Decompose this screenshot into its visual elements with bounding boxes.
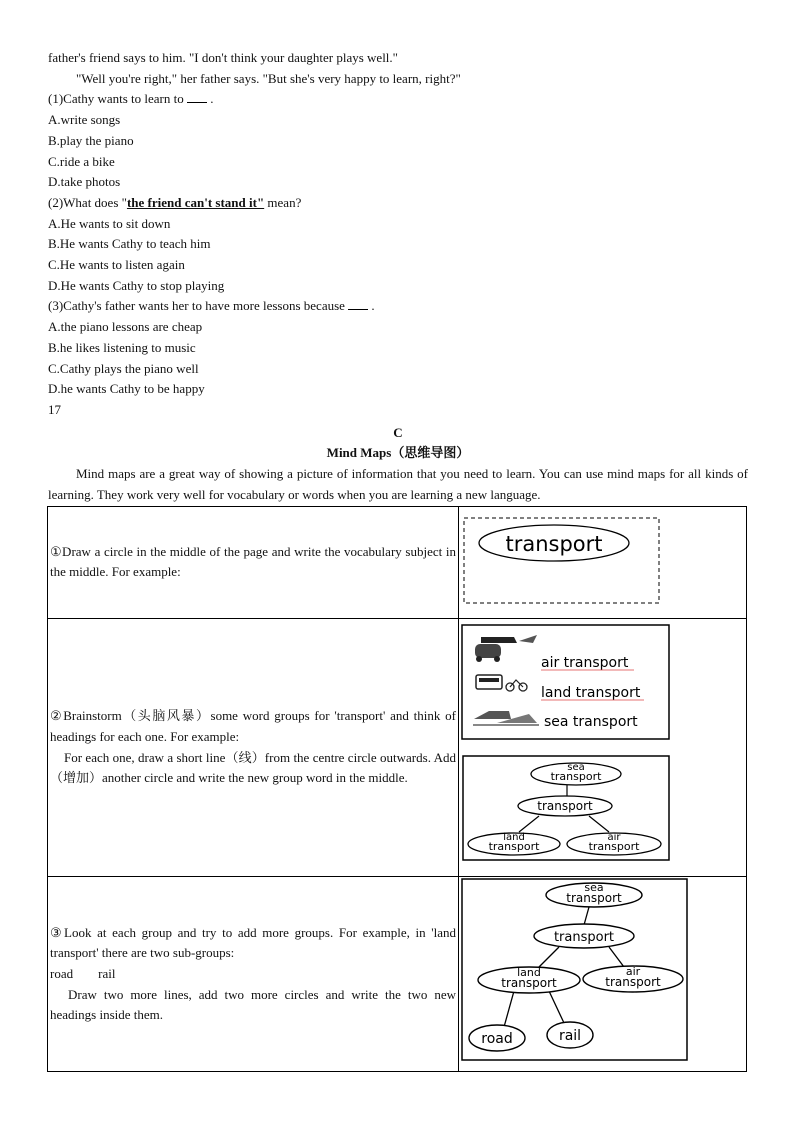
q3-option-b: B.he likes listening to music [48, 339, 196, 355]
q2-option-d: D.He wants Cathy to stop playing [48, 277, 225, 293]
answer-blank [348, 297, 368, 310]
svg-line [584, 907, 589, 925]
svg-text: air [625, 965, 641, 979]
word-groups-diagram [459, 619, 746, 870]
question-number: 17 [48, 401, 61, 417]
ship-icon [473, 711, 539, 725]
section-letter: C [393, 424, 403, 440]
svg-text: transport [588, 839, 640, 853]
svg-line [539, 947, 559, 967]
step-3-figure [459, 877, 747, 1072]
quoted-phrase: the friend can't stand it" [126, 194, 265, 210]
q2-option-c: C.He wants to listen again [48, 257, 185, 273]
svg-text: sea [567, 761, 585, 773]
svg-line [609, 947, 624, 967]
transport-label: transport [505, 532, 603, 556]
step-1-text: ①Draw a circle in the middle of the page and write the vocabulary subject in the middle. For example: [48, 507, 459, 619]
svg-text: sea [584, 881, 604, 895]
svg-text: transport [501, 976, 557, 991]
step-2-para-1: ②Brainstorm（头脑风暴）some word groups for 'transport' and think of headings for each one. For example: [50, 708, 456, 744]
svg-line [504, 991, 514, 1027]
section-intro: Mind maps are a great way of showing a picture of information that you need to learn. You can use mind maps for all kinds of learning. They work very well for vocabulary or words when you are learning a new language. [48, 466, 748, 502]
step-2-figure [459, 618, 747, 877]
question-2-stem: (2)What does "the friend can't stand it" mean? [48, 194, 302, 210]
step-2-text [48, 618, 459, 877]
transport-oval-diagram [459, 507, 746, 611]
full-mind-map-diagram [459, 877, 746, 1064]
q3-option-d: D.he wants Cathy to be happy [48, 381, 205, 397]
q1-option-c: C.ride a bike [48, 153, 115, 169]
svg-text: transport [605, 975, 661, 990]
section-title: Mind Maps（思维导图） [326, 445, 470, 461]
answer-blank [187, 90, 207, 103]
svg-text: transport [553, 930, 615, 946]
step-3-para-1: ③Look at each group and try to add more groups. For example, in 'land transport' there are two sub-groups: [50, 924, 456, 961]
svg-line [519, 816, 539, 832]
q1-option-b: B.play the piano [48, 132, 134, 148]
bus-bike-icon [476, 675, 527, 691]
svg-text: air [607, 831, 621, 843]
step-3-para-2: Draw two more lines, add two more circles and write the two new headings inside them. [50, 986, 456, 1023]
question-1-stem: (1)Cathy wants to learn to . [48, 91, 214, 107]
q2-option-a: A.He wants to sit down [48, 215, 171, 231]
land-transport-label: land transport [541, 684, 641, 701]
plane-icon [475, 635, 537, 662]
text-span: rail [98, 965, 116, 981]
sub-groups-line [50, 964, 456, 985]
sea-transport-label: sea transport [544, 713, 638, 730]
page-body [48, 48, 748, 505]
step-1-figure [459, 507, 747, 619]
step-row-1 [48, 507, 747, 619]
text-span: road [50, 965, 74, 981]
q2-option-b: B.He wants Cathy to teach him [48, 236, 211, 252]
step-3-text [48, 877, 459, 1072]
step-2-para-2: For each one, draw a short line（线）from the centre circle outwards. Add（增加）another circle and write the new group word in the middle. [50, 749, 456, 786]
svg-line [549, 991, 564, 1023]
svg-text: land [517, 966, 541, 980]
q1-option-a: A.write songs [48, 112, 121, 128]
svg-text: rail [558, 1028, 582, 1045]
svg-line [589, 816, 609, 832]
q3-option-a: A.the piano lessons are cheap [48, 319, 203, 335]
mind-map-table [47, 506, 747, 1072]
air-transport-label: air transport [541, 654, 629, 671]
svg-text: transport [566, 891, 622, 906]
svg-text: road [481, 1031, 513, 1048]
svg-text: transport [488, 839, 540, 853]
step-row-3 [48, 877, 747, 1072]
step-row-2 [48, 618, 747, 877]
question-3-stem: (3)Cathy's father wants her to have more lessons because . [48, 298, 375, 314]
svg-text: transport [537, 798, 593, 813]
q3-option-c: C.Cathy plays the piano well [48, 360, 199, 376]
story-line-1: father's friend says to him. "I don't think your daughter plays well." [48, 50, 398, 65]
svg-text: land [503, 831, 525, 843]
q1-option-d: D.take photos [48, 174, 121, 190]
svg-text: transport [550, 769, 602, 783]
story-line-2: "Well you're right," her father says. "But she's very happy to learn, right?" [76, 70, 461, 86]
